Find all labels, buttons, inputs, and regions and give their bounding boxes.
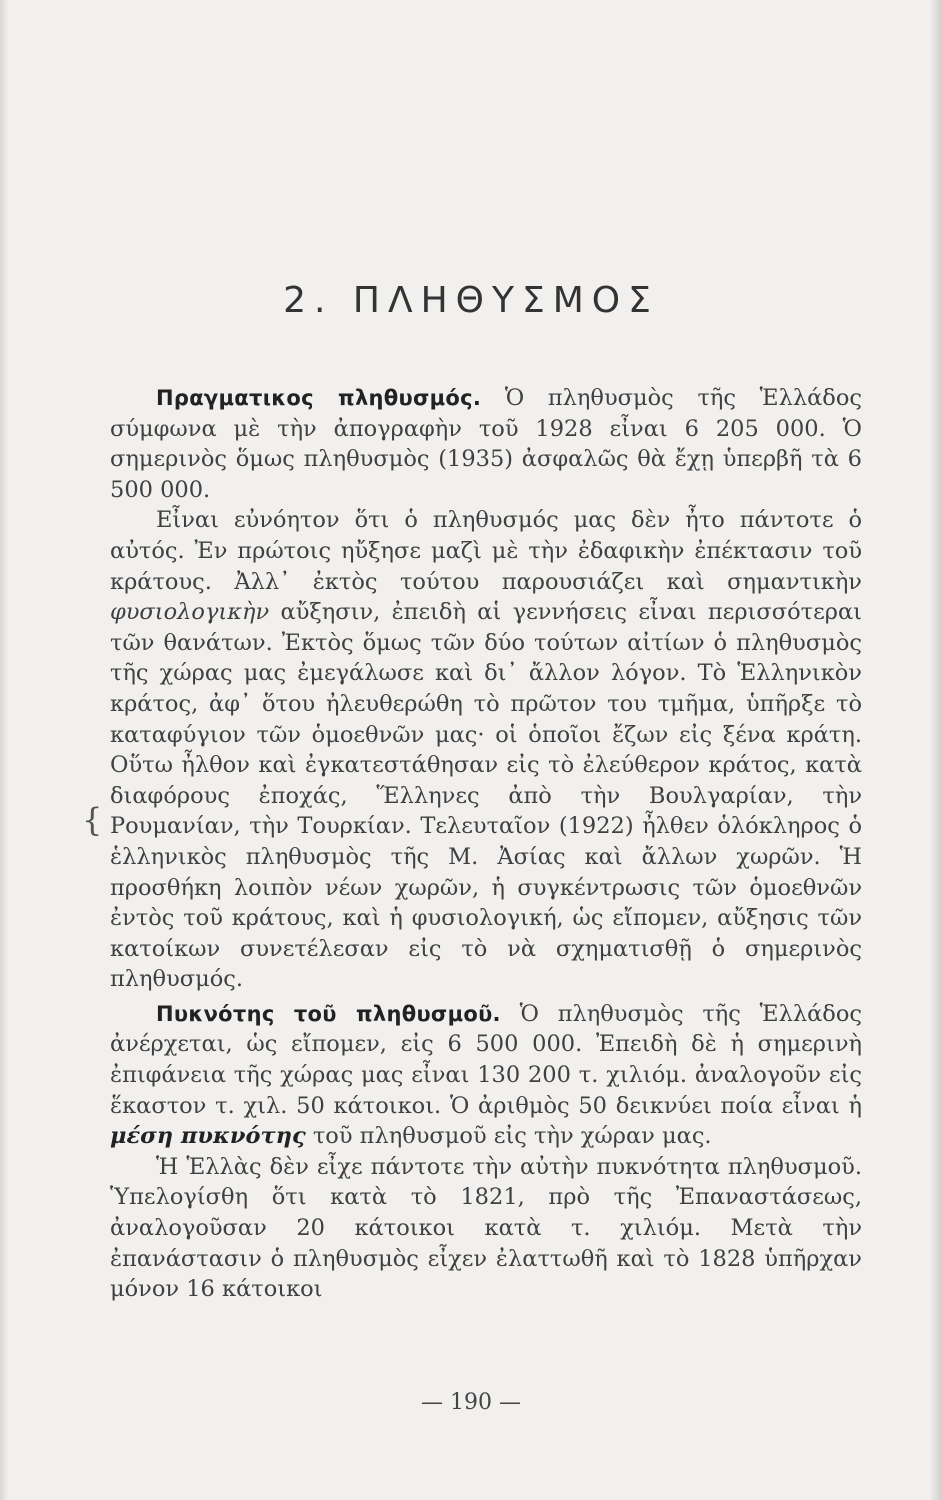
body-text	[110, 383, 862, 1305]
paragraph-text: Ὁ πληθυσμὸς τῆς Ἑλλάδος ἀνέρχεται, ὡς εἴπομεν, εἰς 6 500 000. Ἐπειδὴ δὲ ἡ σημερινὴ ἐπιφάνεια τῆς χώρας μας εἶναι 130 200 τ. χιλιόμ. ἀναλογοῦν εἰς ἕκαστον τ. χιλ. 50 κάτοικοι. Ὁ ἀριθμὸς 50 δεικνύει ποία εἶναι ἡ	[110, 1000, 862, 1119]
page-number: — 190 —	[421, 1390, 521, 1415]
paragraph-text: Εἶναι εὐνόητον ὅτι ὁ πληθυσμός μας δὲν ἦτο πάντοτε ὁ αὐτός. Ἐν πρώτοις ηὔξησε μαζὶ μὲ τὴν ἐδαφικὴν ἐπέκτασιν τοῦ κράτους. Ἀλλ᾽ ἐκτὸς τούτου παρουσιάζει καὶ σημαντικὴν	[110, 507, 862, 595]
italic-term: φυσιολογικὴν	[110, 599, 270, 626]
page-edge-right	[930, 0, 942, 1500]
paragraph-text: τοῦ πληθυσμοῦ εἰς τὴν χώραν μας.	[305, 1123, 712, 1150]
chapter-title: 2. ΠΛΗΘΥΣΜΟΣ	[283, 280, 659, 321]
page-edge-left	[0, 0, 8, 1500]
paragraph-population-growth	[110, 505, 862, 995]
margin-brace-mark: {	[82, 801, 103, 839]
paragraph-text: Ἡ Ἑλλὰς δὲν εἶχε πάντοτε τὴν αὐτὴν πυκνότητα πληθυσμοῦ. Ὑπελογίσθη ὅτι κατὰ τὸ 1821, πρὸ τῆς Ἐπαναστάσεως, ἀναλογοῦσαν 20 κάτοικοι κατὰ τ. χιλιόμ. Μετὰ τὴν ἐπανάστασιν ὁ πληθυσμὸς εἶχεν ἐλαττωθῆ καὶ τὸ 1828 ὑπῆρχαν μόνον 16 κάτοικοι	[110, 1153, 862, 1303]
paragraph-population-density	[110, 999, 862, 1152]
paragraph-text: Ὁ πληθυσμὸς τῆς Ἑλλάδος σύμφωνα μὲ τὴν ἀπογραφὴν τοῦ 1928 εἶναι 6 205 000. Ὁ σημερινὸς ὅμως πληθυσμὸς (1935) ἀσφαλῶς θὰ ἔχῃ ὑπερβῆ τὰ 6 500 000.	[110, 385, 862, 503]
section-heading-density: Πυκνότης τοῦ πληθυσμοῦ.	[156, 1001, 501, 1026]
paragraph-real-population	[110, 383, 862, 505]
emphasized-term: μέση πυκνότης	[110, 1123, 306, 1150]
section-heading-real-population: Πραγματικος πληθυσμός.	[156, 386, 482, 410]
paragraph-density-history	[110, 1152, 862, 1305]
paragraph-text: αὔξησιν, ἐπειδὴ αἱ γεννήσεις εἶναι περισσότεραι τῶν θανάτων. Ἐκτὸς ὅμως τῶν δύο τούτων αἰτίων ὁ πληθυσμὸς τῆς χώρας μας ἐμεγάλωσε καὶ δι᾽ ἄλλον λόγον. Τὸ Ἑλληνικὸν κράτος, ἀφ᾽ ὅτου ἠλευθερώθη τὸ πρῶτον του τμῆμα, ὑπῆρξε τὸ καταφύγιον τῶν ὁμοεθνῶν μας· οἱ ὁποῖοι ἔζων εἰς ξένα κράτη. Οὕτω ἦλθον καὶ ἐγκατεστάθησαν εἰς τὸ ἐλεύθερον κράτος, κατὰ διαφόρους ἐποχάς, Ἕλληνες ἀπὸ τὴν Βουλγαρίαν, τὴν Ρουμανίαν, τὴν Τουρκίαν. Τελευταῖον (1922) ἦλθεν ὁλόκληρος ὁ ἑλληνικὸς πληθυσμὸς τῆς Μ. Ἀσίας καὶ ἄλλων χωρῶν. Ἡ προσθήκη λοιπὸν νέων χωρῶν, ἡ συγκέντρωσις τῶν ὁμοεθνῶν ἐντὸς τοῦ κράτους, καὶ ἡ φυσιολογική, ὡς εἴπομεν, αὔξησις τῶν κατοίκων συνετέλεσαν εἰς τὸ νὰ σχηματισθῇ ὁ σημερινὸς πληθυσμός.	[110, 599, 862, 993]
